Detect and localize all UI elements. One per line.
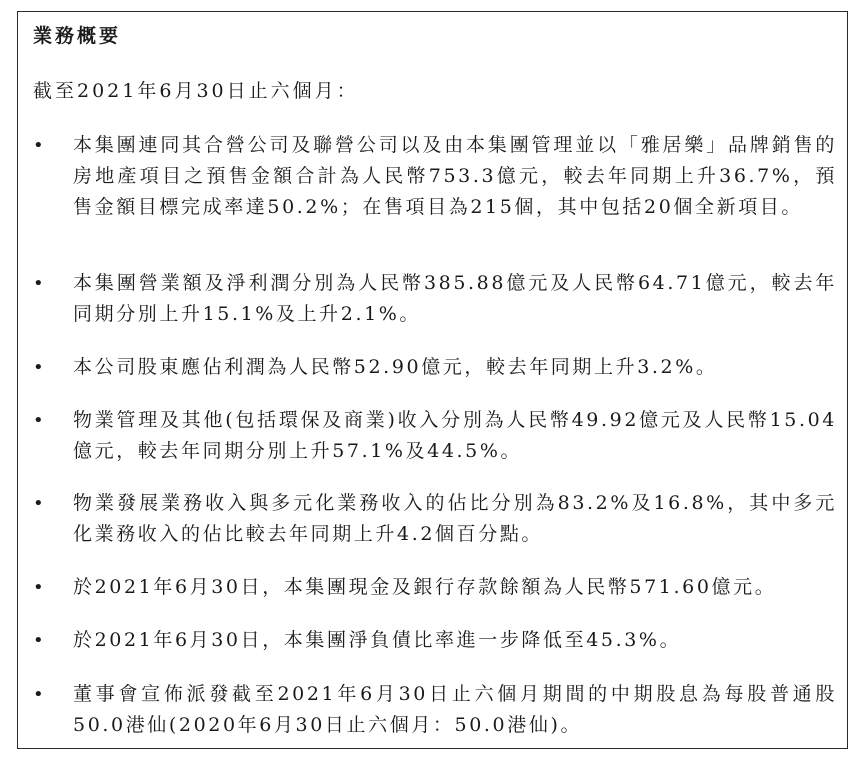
bullet-text: 董事會宣佈派發截至2021年6月30日止六個月期間的中期股息為每股普通股50.0港仙(2020年6月30日止六個月：50.0港仙)。 <box>73 683 837 736</box>
bullet-marker: • <box>33 493 44 514</box>
bullet-marker: • <box>33 410 44 431</box>
section-title: 業務概要 <box>33 25 122 47</box>
bullet-marker: • <box>33 684 44 705</box>
period-intro: 截至2021年6月30日止六個月： <box>33 80 359 102</box>
bullet-marker: • <box>33 577 44 598</box>
bullet-text: 於2021年6月30日，本集團淨負債比率進一步降低至45.3%。 <box>73 629 682 651</box>
bullet-text: 本公司股東應佔利潤為人民幣52.90億元，較去年同期上升3.2%。 <box>73 356 718 378</box>
bullet-marker: • <box>33 357 44 378</box>
bullet-text: 物業管理及其他(包括環保及商業)收入分別為人民幣49.92億元及人民幣15.04億元，較去年同期分別上升57.1%及44.5%。 <box>73 409 837 462</box>
bullet-marker: • <box>33 630 44 651</box>
bullet-text: 本集團連同其合營公司及聯營公司以及由本集團管理並以「雅居樂」品牌銷售的房地產項目之預售金額合計為人民幣753.3億元，較去年同期上升36.7%，預售金額目標完成率達50.2%；在售項目為215個，其中包括20個全新項目。 <box>73 134 837 218</box>
bullet-marker: • <box>33 273 44 294</box>
bullet-marker: • <box>33 135 44 156</box>
bullet-text: 本集團營業額及淨利潤分別為人民幣385.88億元及人民幣64.71億元，較去年同期分別上升15.1%及上升2.1%。 <box>73 272 837 325</box>
bullet-text: 物業發展業務收入與多元化業務收入的佔比分別為83.2%及16.8%，其中多元化業務收入的佔比較去年同期上升4.2個百分點。 <box>73 492 837 545</box>
bullet-text: 於2021年6月30日，本集團現金及銀行存款餘額為人民幣571.60億元。 <box>73 576 777 598</box>
